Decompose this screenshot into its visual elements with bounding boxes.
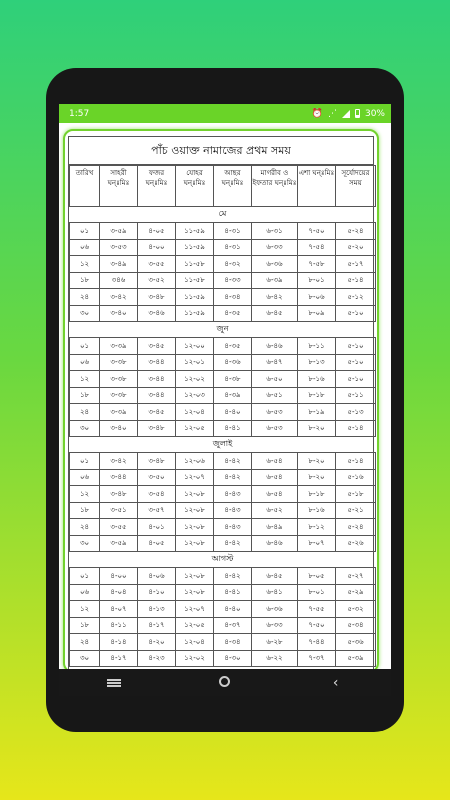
header-sunrise: সূর্যোদয়ের সময় [336,166,376,207]
table-cell: ৪-১০ [138,584,176,601]
table-cell: ৪-৩৮ [214,371,252,388]
table-cell: ৮-১৬ [298,502,336,519]
table-cell: ১১-৫৯ [176,289,214,306]
table-cell: ৭-৫৮ [298,256,336,273]
table-cell: ১২-০৫ [176,420,214,437]
table-cell: ১২-০৪ [176,404,214,421]
table-cell: ৫-২৬ [336,535,376,552]
table-row [70,223,376,240]
table-cell: ৩-৪২ [100,453,138,470]
month-label: মে [70,207,376,223]
month-label: আগস্ট [70,552,376,568]
table-cell: ৭-৩৭ [298,650,336,667]
table-cell: ৪-৩১ [214,223,252,240]
table-cell: ৩-৪৮ [100,486,138,503]
table-cell: ৮-১৯ [298,404,336,421]
table-cell: ৮-০৯ [298,305,336,322]
table-row [70,256,376,273]
table-cell: ৩-৩৯ [100,404,138,421]
table-cell: ১২-০৮ [176,535,214,552]
table-cell: ৪-৪২ [214,568,252,585]
table-cell: ৬-৩৬ [252,601,298,618]
table-cell: ৮-২০ [298,453,336,470]
table-cell: ৫-২৭ [336,568,376,585]
table-cell: ৬-৩৬ [252,256,298,273]
table-cell: ১২-০৫ [176,617,214,634]
table-cell: ৩-৪৬ [138,305,176,322]
app-content[interactable] [59,123,391,669]
table-cell: ৩-৪৮ [138,420,176,437]
signal-icon [342,110,350,118]
table-cell: ৩-৪৪ [138,387,176,404]
table-cell: ৪-৩২ [214,256,252,273]
table-cell: ৩-৩৮ [100,371,138,388]
table-cell: ১১-৫৮ [176,256,214,273]
table-row [70,634,376,651]
table-row [70,354,376,371]
table-cell: ৩০ [70,535,100,552]
table-cell: ১২-০৪ [176,634,214,651]
table-cell: ৪-৩৪ [214,289,252,306]
table-row [70,289,376,306]
table-cell: ৫-৩৪ [336,617,376,634]
table-cell: ৬-৫২ [252,502,298,519]
table-cell: ১২ [70,256,100,273]
table-cell: ৫-১৬ [336,469,376,486]
table-cell: ৩০ [70,420,100,437]
table-row [70,519,376,536]
table-row [70,584,376,601]
table-cell: ৩-৪৮ [138,289,176,306]
table-cell: ৩-৩৮ [100,354,138,371]
table-cell: ১২-০০ [176,338,214,355]
table-cell: ০১ [70,338,100,355]
table-cell: ৩-৪৮ [138,453,176,470]
table-cell: ৩-৪৯ [100,256,138,273]
table-cell: ১৮ [70,272,100,289]
table-cell: ৪-৩৫ [214,338,252,355]
table-row [70,650,376,667]
battery-percent: 30% [364,108,385,119]
alarm-icon: ⏰ [311,108,323,119]
table-row [70,272,376,289]
header-isha: এশা ঘন্ঃমিঃ [298,166,336,207]
table-cell: ৩-৫৫ [138,256,176,273]
table-cell: ৩-৪৪ [100,469,138,486]
table-cell: ৫-১০ [336,354,376,371]
table-cell: ৪-০৫ [138,223,176,240]
table-cell: ৩-৫৪ [138,486,176,503]
table-cell: ৬-৫৪ [252,486,298,503]
header-sahri: সাহরী ঘন্ঃমিঃ [100,166,138,207]
table-cell: ৪-৩০ [214,650,252,667]
table-cell: ১১-৫৯ [176,305,214,322]
table-cell: ৫-১০ [336,305,376,322]
table-cell: ১২-০৭ [176,601,214,618]
table-cell: ৩০ [70,305,100,322]
month-label: জুলাই [70,437,376,453]
table-cell: ৬-৪১ [252,584,298,601]
table-cell: ৬-৪৭ [252,354,298,371]
table-cell: ৪-৪২ [214,535,252,552]
table-cell: ৮-০১ [298,584,336,601]
table-cell: ৫-১২ [336,289,376,306]
table-cell: ৬-৩৩ [252,617,298,634]
battery-icon [355,109,360,118]
table-cell: ৫-১৪ [336,272,376,289]
table-cell: ১২-০১ [176,354,214,371]
table-cell: ০৬ [70,584,100,601]
table-cell: ৪-০০ [100,568,138,585]
month-row [70,552,376,568]
header-fajr: ফজর ঘন্ঃমিঃ [138,166,176,207]
table-cell: ১২-০২ [176,650,214,667]
table-cell: ৫-২১ [336,502,376,519]
table-cell: ৮-১৮ [298,387,336,404]
table-cell: ৪-০০ [138,239,176,256]
table-cell: ১১-৫৮ [176,272,214,289]
table-row [70,617,376,634]
table-cell: ৪-১৭ [138,617,176,634]
home-icon [219,676,230,687]
table-header-row [70,166,376,207]
table-cell: ৩-৩৯ [100,338,138,355]
table-cell: ৬-৫০ [252,371,298,388]
table-cell: ৮-০৭ [298,535,336,552]
month-row [70,207,376,223]
table-cell: ৮-০১ [298,272,336,289]
table-cell: ৫-৩৬ [336,634,376,651]
table-cell: ৪-৪১ [214,420,252,437]
table-cell: ৪-৪২ [214,469,252,486]
table-cell: ৫-২৪ [336,519,376,536]
table-cell: ৭-৫০ [298,617,336,634]
table-cell: ৫-১৩ [336,404,376,421]
month-row [70,437,376,453]
table-cell: ৫-২৪ [336,223,376,240]
table-cell: ১২-০৮ [176,502,214,519]
table-cell: ১২-০৬ [176,453,214,470]
month-row [70,322,376,338]
table-cell: ৮-০৫ [298,568,336,585]
table-cell: ১২ [70,486,100,503]
table-cell: ৪-৪৩ [214,502,252,519]
navigation-bar [59,669,391,696]
table-cell: ১২-০৭ [176,469,214,486]
table-cell: ৪-৩৭ [214,617,252,634]
table-cell: ০৬ [70,239,100,256]
table-cell: ৪-২৩ [138,650,176,667]
table-cell: ৬-৫১ [252,387,298,404]
table-cell: ৪-৪২ [214,453,252,470]
table-cell: ৫-১৪ [336,453,376,470]
table-cell: ৩-৪৫ [138,404,176,421]
status-bar [59,104,391,123]
table-cell: ৩৪৬ [100,272,138,289]
table-cell: ৫-৩২ [336,601,376,618]
table-cell: ১২-০৮ [176,486,214,503]
table-cell: ৮-১১ [298,338,336,355]
table-cell: ৬-৫৩ [252,420,298,437]
table-cell: ৪-৩৯ [214,387,252,404]
table-cell: ৬-৪২ [252,289,298,306]
table-cell: ৬-৪৬ [252,535,298,552]
table-cell: ২৪ [70,404,100,421]
table-cell: ৮-১৬ [298,371,336,388]
table-cell: ১২ [70,601,100,618]
table-cell: ১৮ [70,387,100,404]
table-cell: ৬-২৮ [252,634,298,651]
table-cell: ০১ [70,568,100,585]
table-row [70,305,376,322]
table-cell: ৩-৫১ [100,502,138,519]
table-cell: ০৬ [70,354,100,371]
table-row [70,387,376,404]
table-cell: ৩০ [70,650,100,667]
table-cell: ৬-৪৫ [252,305,298,322]
table-cell: ১২-০৮ [176,584,214,601]
table-cell: ৩-৫৩ [100,239,138,256]
table-cell: ৩-৪৫ [138,338,176,355]
recent-apps-button[interactable] [94,675,134,691]
table-row [70,535,376,552]
table-cell: ৫-১৭ [336,256,376,273]
table-cell: ১২-০৮ [176,519,214,536]
table-cell: ১৮ [70,502,100,519]
table-cell: ৩-৪২ [100,289,138,306]
table-row [70,486,376,503]
table-cell: ৪-১৪ [100,634,138,651]
table-cell: ৬-৩৯ [252,272,298,289]
table-cell: ৮-০৬ [298,289,336,306]
table-cell: ৪-১৩ [138,601,176,618]
table-cell: ৪-০৪ [100,584,138,601]
table-cell: ৫-১৪ [336,420,376,437]
table-row [70,469,376,486]
phone-screen [59,104,391,696]
table-cell: ৩-৩৮ [100,387,138,404]
home-button[interactable] [205,675,245,691]
table-cell: ৪-২০ [138,634,176,651]
table-cell: ৪-৩৪ [214,634,252,651]
table-cell: ০১ [70,223,100,240]
table-cell: ১৮ [70,617,100,634]
table-row [70,453,376,470]
table-cell: ৮-১২ [298,519,336,536]
table-cell: ৭-৫৫ [298,601,336,618]
table-cell: ৬-৫৪ [252,469,298,486]
back-icon: ‹ [332,674,339,691]
table-cell: ৫-২৯ [336,584,376,601]
table-cell: ৫-১৮ [336,486,376,503]
page-title: পাঁচ ওয়াক্ত নামাজের প্রথম সময় [69,137,373,165]
table-cell: ৬-৫৩ [252,404,298,421]
table-cell: ২৪ [70,519,100,536]
table-cell: ১২-০৩ [176,387,214,404]
table-cell: ৫-১০ [336,371,376,388]
header-maghrib: মাগরীব ও ইফতার ঘন্ঃমিঃ [252,166,298,207]
table-cell: ৩-৫০ [138,469,176,486]
table-row [70,338,376,355]
header-dhuhr: যোহর ঘন্ঃমিঃ [176,166,214,207]
table-cell: ৩-৪৪ [138,354,176,371]
table-cell: ০১ [70,453,100,470]
table-cell: ৩-৪০ [100,420,138,437]
table-cell: ৪-১৭ [100,650,138,667]
table-cell: ০৬ [70,469,100,486]
table-cell: ২৪ [70,289,100,306]
table-cell: ৩-৫৭ [138,502,176,519]
back-button[interactable] [316,675,356,691]
table-cell: ৫-২০ [336,239,376,256]
table-cell: ৬-৪৯ [252,519,298,536]
table-cell: ৩-৪৪ [138,371,176,388]
table-row [70,371,376,388]
menu-icon [107,679,121,687]
status-icons [312,109,385,119]
table-cell: ৬-৪৫ [252,568,298,585]
table-cell: ৬-৫৪ [252,453,298,470]
table-cell: ৪-৩৩ [214,272,252,289]
prayer-time-table [69,165,376,667]
table-cell: ৩-৪০ [100,305,138,322]
table-cell: ৪-৪৩ [214,486,252,503]
table-cell: ৪-০৫ [138,535,176,552]
wifi-icon: ⋰ [327,108,337,119]
table-cell: ১২-০২ [176,371,214,388]
table-cell: ১২ [70,371,100,388]
table-cell: ৭-৫০ [298,223,336,240]
table-row [70,404,376,421]
table-cell: ১২-০৮ [176,568,214,585]
table-cell: ৪-০৬ [138,568,176,585]
header-date: তারিখ [70,166,100,207]
table-cell: ৪-৪১ [214,584,252,601]
status-time: 1:57 [69,108,90,119]
table-row [70,239,376,256]
table-cell: ১১-৫৯ [176,239,214,256]
table-cell: ৪-৪৩ [214,519,252,536]
table-cell: ৪-০১ [138,519,176,536]
table-cell: ৫-১১ [336,387,376,404]
table-row [70,420,376,437]
table-cell: ৩-৫৯ [100,223,138,240]
table-cell: ৫-১০ [336,338,376,355]
table-cell: ৬-৩১ [252,223,298,240]
table-cell: ৩-৫৫ [100,519,138,536]
prayer-table-container [68,136,374,672]
table-cell: ৮-১৩ [298,354,336,371]
table-row [70,502,376,519]
table-cell: ৭-৫৪ [298,239,336,256]
table-cell: ৫-৩৯ [336,650,376,667]
table-cell: ৪-১১ [100,617,138,634]
table-cell: ৪-০৭ [100,601,138,618]
table-cell: ৪-৩৬ [214,354,252,371]
table-cell: ৩-৫২ [138,272,176,289]
table-cell: ৩-৫৯ [100,535,138,552]
table-cell: ৬-২২ [252,650,298,667]
month-label: জুন [70,322,376,338]
header-asr: আছর ঘন্ঃমিঃ [214,166,252,207]
table-cell: ৪-৪০ [214,404,252,421]
table-row [70,601,376,618]
table-row [70,568,376,585]
table-cell: ৬-৪৬ [252,338,298,355]
table-cell: ৭-৪৪ [298,634,336,651]
table-cell: ৮-২০ [298,420,336,437]
table-cell: ৬-৩৩ [252,239,298,256]
table-cell: ৪-৩১ [214,239,252,256]
table-cell: ৮-২০ [298,469,336,486]
table-cell: ১১-৫৯ [176,223,214,240]
table-cell: ৮-১৮ [298,486,336,503]
table-cell: ৪-৩৫ [214,305,252,322]
table-cell: ২৪ [70,634,100,651]
table-cell: ৪-৪০ [214,601,252,618]
